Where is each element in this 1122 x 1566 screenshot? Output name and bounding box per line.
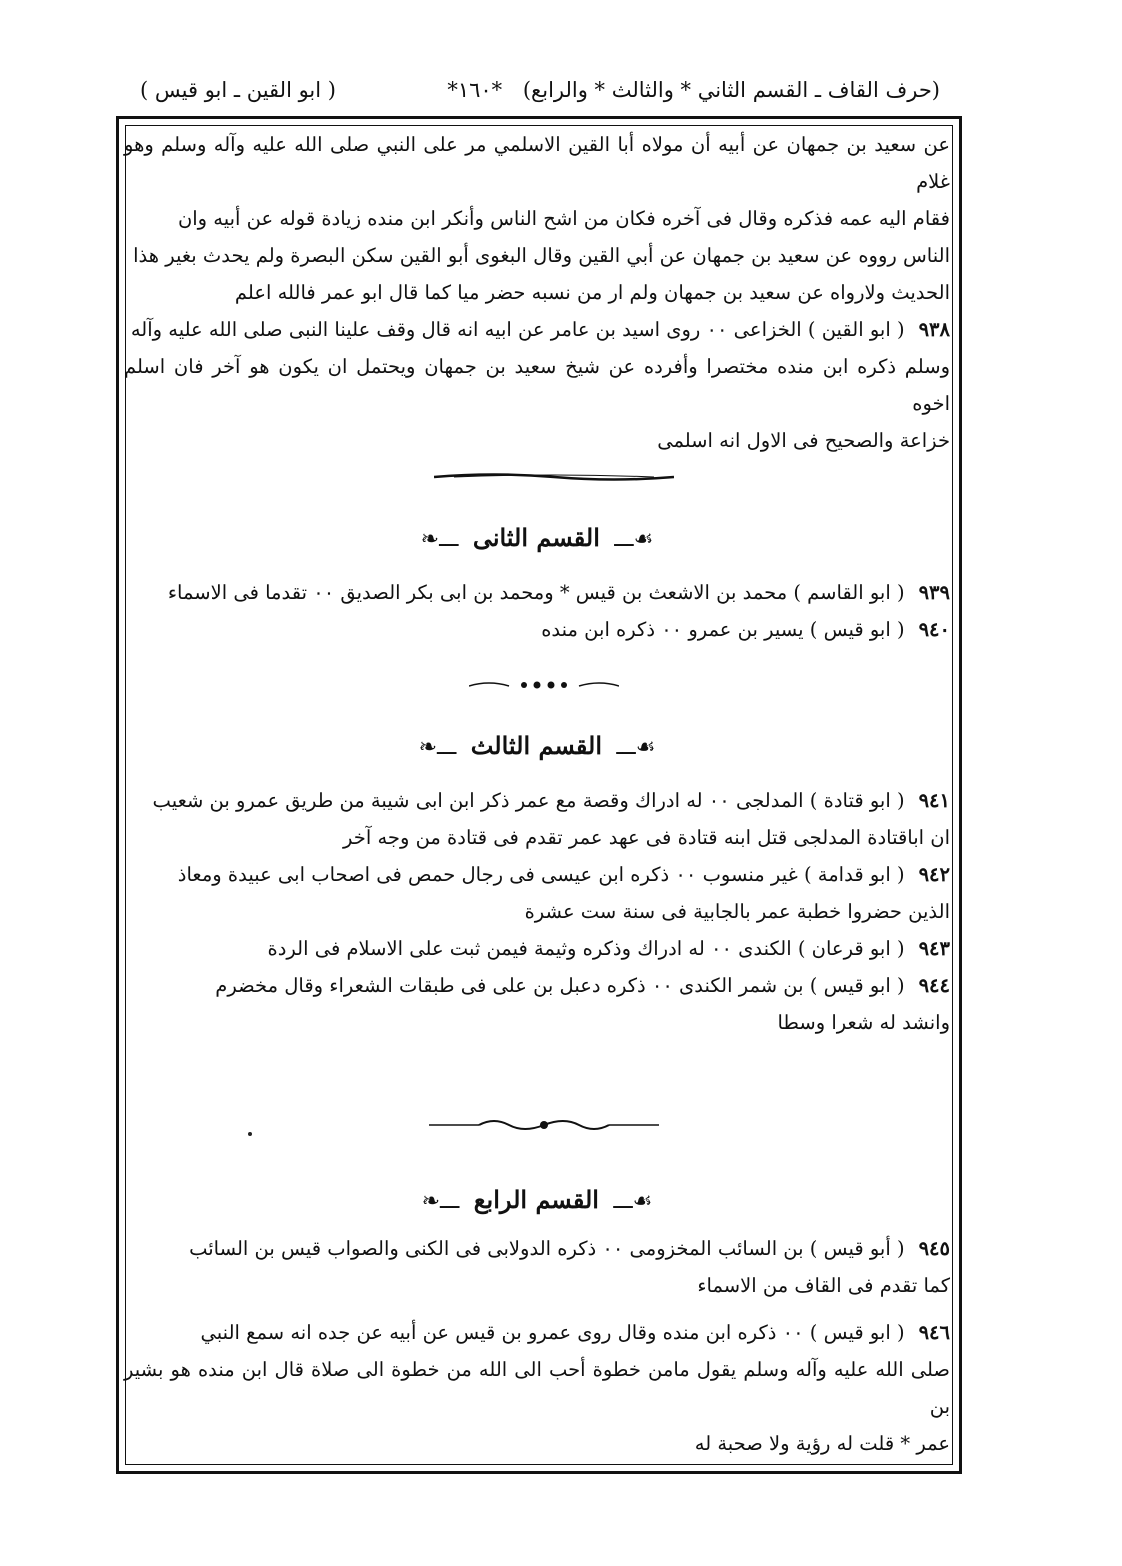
- running-head: [140, 70, 940, 110]
- divider-scroll-icon: [429, 1117, 659, 1133]
- text-line: عن سعيد بن جمهان عن أبيه أن مولاه أبا القين الاسلمي مر على النبي صلى الله عليه وآله وسلم وهو غلام: [124, 133, 950, 193]
- ornament-icon: ☙ـــ: [616, 735, 656, 760]
- text-line: ان اباقتادة المدلجى قتل ابنه قتادة فى عهد عمر تقدم فى قتادة من وجه آخر: [343, 826, 950, 849]
- text-line: صلى الله عليه وآله وسلم يقول مامن خطوة أحب الى الله من خطوة الى صلاة قال ابن منده هو بشير بن: [124, 1358, 950, 1418]
- running-head-chapter-text: (حرف القاف ـ القسم الثاني * والثالث * والرابع): [522, 78, 940, 102]
- entry-941: [124, 782, 950, 819]
- section-3-entries: [124, 782, 950, 1041]
- section-title-qism-4: [124, 1180, 950, 1222]
- entry-number: ٩٤٤: [918, 974, 950, 997]
- entry-number: ٩٤٥: [918, 1237, 950, 1260]
- entry-text: ( ابو قرعان ) الكندى ٠٠ له ادراك وذكره وثيمة فيمن ثبت على الاسلام فى الردة: [267, 937, 905, 960]
- text-line: عمر * قلت له رؤية ولا صحبة له: [694, 1432, 950, 1455]
- entry-text: ( ابو القين ) الخزاعى ٠٠ روى اسيد بن عامر عن ابيه انه قال وقف علينا النبى صلى الله عليه وآله: [130, 318, 905, 341]
- ornamental-divider: [394, 1118, 694, 1132]
- ornamental-divider: [374, 470, 734, 484]
- text-line: كما تقدم فى القاف من الاسماء: [697, 1274, 950, 1297]
- entry-text: ( أبو قيس ) بن السائب المخزومى ٠٠ ذكره الدولابى فى الكنى والصواب قيس بن السائب: [189, 1237, 905, 1260]
- entry-940: [124, 611, 950, 648]
- entry-text: ( ابو قيس ) يسير بن عمرو ٠٠ ذكره ابن منده: [541, 618, 905, 641]
- text-line: الناس رووه عن سعيد بن جمهان عن أبي القين وقال البغوى أبو القين سكن البصرة ولم يحدث بغير هذا: [133, 244, 950, 267]
- ornament-icon: ☙ـــ: [614, 527, 654, 552]
- divider-vine-icon: [469, 678, 619, 692]
- text-line: فقام اليه عمه فذكره وقال فى آخره فكان من اشح الناس وأنكر ابن منده زيادة قوله عن أبيه وان: [177, 207, 950, 230]
- section-2-entries: [124, 574, 950, 648]
- text-line: وانشد له شعرا وسطا: [777, 1011, 950, 1034]
- entry-text: ( ابو القاسم ) محمد بن الاشعث بن قيس * ومحمد بن ابى بكر الصديق ٠٠ تقدما فى الاسماء: [167, 581, 905, 604]
- running-head-names: ( ابو القين ـ ابو قيس ): [140, 78, 336, 102]
- entry-946: [124, 1314, 950, 1351]
- entry-text: ( ابو قتادة ) المدلجى ٠٠ له ادراك وقصة مع عمر ذكر ابن ابى شيبة من طريق عمرو بن شعيب: [152, 789, 905, 812]
- entry-number: ٩٤٦: [918, 1321, 950, 1344]
- entry-number: ٩٣٩: [918, 581, 950, 604]
- text-line: الحديث ولارواه عن سعيد بن جمهان ولم ار من نسبه حضر ميا كما قال ابو عمر فالله اعلم: [234, 281, 950, 304]
- entry-text: ( ابو قدامة ) غير منسوب ٠٠ ذكره ابن عيسى فى رجال حمص فى اصحاب ابى عبيدة ومعاذ: [177, 863, 905, 886]
- divider-rule-icon: [434, 470, 674, 484]
- entry-text: ( ابو قيس ) ٠٠ ذكره ابن منده وقال روى عمرو بن قيس عن أبيه عن جده انه سمع النبي: [200, 1321, 905, 1344]
- entry-number: ٩٤٢: [918, 863, 950, 886]
- page-number: *١٦٠*: [447, 78, 503, 102]
- entry-number: ٩٤١: [918, 789, 950, 812]
- entry-number: ٩٤٠: [918, 618, 950, 641]
- section-title-qism-3: [124, 726, 950, 768]
- text-line: وسلم ذكره ابن منده مختصرا وأفرده عن شيخ سعيد بن جمهان ويحتمل ان يكون هو آخر فان اسلم اخوه: [124, 355, 950, 415]
- entry-number: ٩٣٨: [918, 318, 950, 341]
- continuation-block: [124, 126, 950, 459]
- ornamental-divider: [464, 678, 624, 692]
- entry-938: [124, 311, 950, 348]
- ornament-icon: ـــ❧: [421, 1189, 460, 1214]
- ornament-icon: ـــ❧: [418, 735, 457, 760]
- entry-text: ( ابو قيس ) بن شمر الكندى ٠٠ ذكره دعبل بن على فى طبقات الشعراء وقال مخضرم: [215, 974, 905, 997]
- entry-number: ٩٤٣: [918, 937, 950, 960]
- stray-dot: [248, 1132, 252, 1136]
- section-title-text: القسم الثانى: [472, 523, 600, 552]
- entry-939: [124, 574, 950, 611]
- running-head-chapter: [447, 70, 940, 110]
- section-4-entries: [124, 1230, 950, 1462]
- ornament-icon: ☙ـــ: [613, 1189, 653, 1214]
- text-line: الذين حضروا خطبة عمر بالجابية فى سنة ست عشرة: [524, 900, 950, 923]
- text-line: خزاعة والصحيح فى الاول انه اسلمى: [657, 429, 950, 452]
- section-title-text: القسم الثالث: [470, 731, 602, 760]
- entry-945: [124, 1230, 950, 1267]
- entry-943: [124, 930, 950, 967]
- entry-942: [124, 856, 950, 893]
- section-title-text: القسم الرابع: [473, 1185, 599, 1214]
- entry-944: [124, 967, 950, 1004]
- ornament-icon: ـــ❧: [420, 527, 459, 552]
- section-title-qism-2: [124, 518, 950, 560]
